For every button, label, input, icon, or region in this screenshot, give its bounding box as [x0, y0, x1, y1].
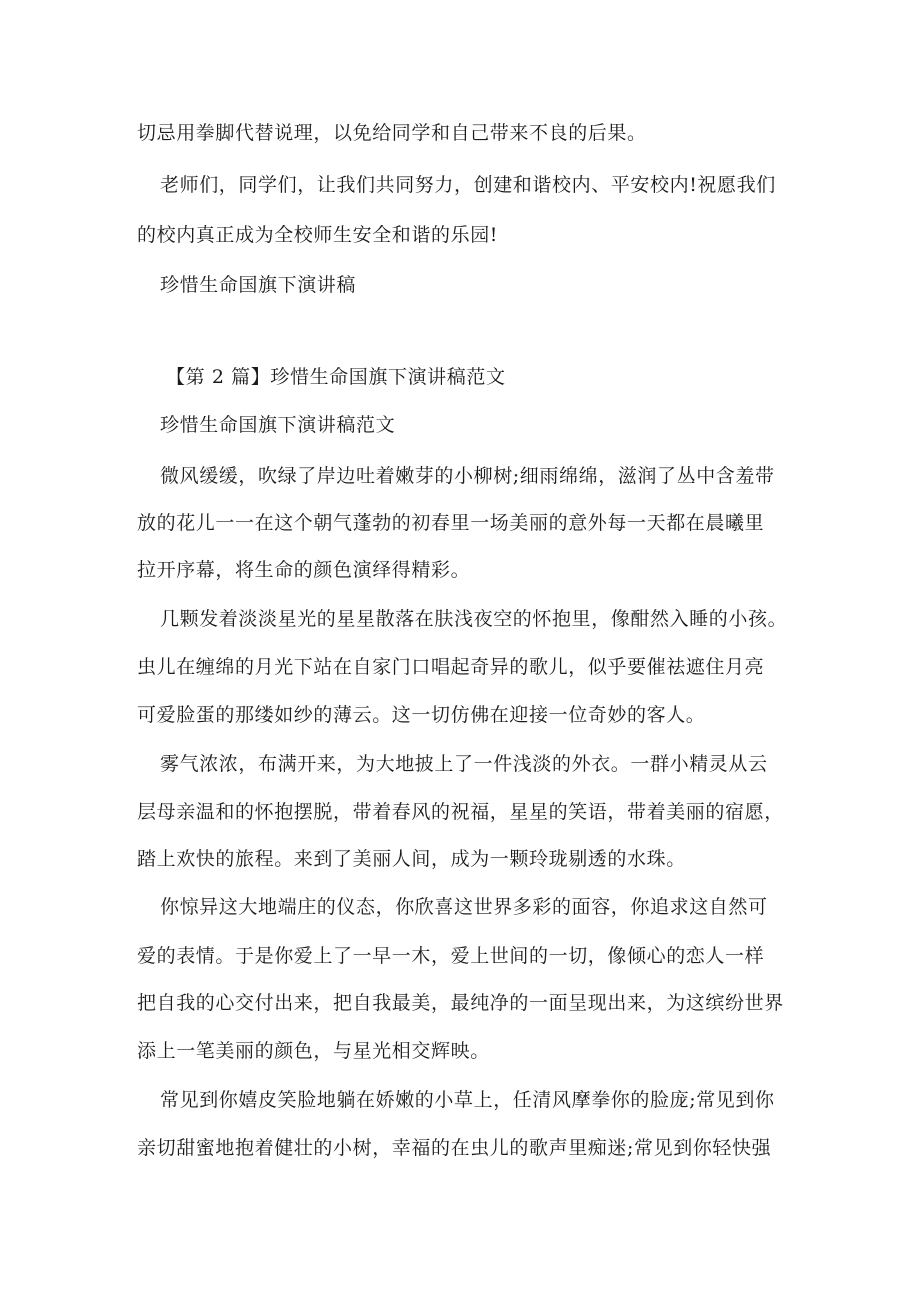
paragraph-line: 把自我的心交付出来，把自我最美，最纯净的一面呈现出来，为这缤纷世界 — [137, 992, 784, 1014]
paragraph-line: 添上一笔美丽的颜色，与星光相交辉映。 — [137, 1040, 490, 1062]
paragraph-line: 亲切甜蜜地抱着健壮的小树，幸福的在虫儿的歌声里痴迷;常见到你轻快强 — [137, 1137, 772, 1159]
paragraph-line: 层母亲温和的怀抱摆脱，带着春风的祝福，星星的笑语，带着美丽的宿愿， — [137, 801, 784, 823]
section-subtitle: 珍惜生命国旗下演讲稿范文 — [160, 414, 396, 436]
paragraph-line: 虫儿在缠绵的月光下站在自家门口唱起奇异的歌儿，似乎要催祛遮住月亮 — [137, 656, 765, 678]
paragraph-line: 的校内真正成为全校师生安全和谐的乐园! — [137, 224, 499, 246]
paragraph-line: 雾气浓浓，布满开来，为大地披上了一件浅淡的外衣。一群小精灵从云 — [160, 753, 768, 775]
paragraph-line: 可爱脸蛋的那缕如纱的薄云。这一切仿佛在迎接一位奇妙的客人。 — [137, 704, 706, 726]
section-subtitle: 珍惜生命国旗下演讲稿 — [160, 274, 357, 296]
paragraph-line: 几颗发着淡淡星光的星星散落在肤浅夜空的怀抱里，像酣然入睡的小孩。 — [160, 608, 788, 630]
paragraph-line: 切忌用拳脚代替说理，以免给同学和自己带来不良的后果。 — [137, 122, 647, 144]
paragraph-line: 微风缓缓，吹绿了岸边吐着嫩芽的小柳树;细雨绵绵，滋润了丛中含羞带 — [160, 465, 775, 487]
section-heading: 【第 2 篇】珍惜生命国旗下演讲稿范文 — [166, 366, 506, 388]
paragraph-line: 老师们，同学们，让我们共同努力，创建和谐校内、平安校内!祝愿我们 — [160, 174, 776, 196]
paragraph-line: 拉开序幕，将生命的颜色演绎得精彩。 — [137, 559, 471, 581]
paragraph-line: 爱的表情。于是你爱上了一早一木，爱上世间的一切，像倾心的恋人一样 — [137, 945, 765, 967]
paragraph-line: 常见到你嬉皮笑脸地躺在娇嫩的小草上，任清风摩拳你的脸庞;常见到你 — [160, 1089, 775, 1111]
paragraph-line: 踏上欢快的旅程。来到了美丽人间，成为一颗玲珑剔透的水珠。 — [137, 848, 686, 870]
paragraph-line: 放的花儿一一在这个朝气蓬勃的初春里一场美丽的意外每一天都在晨曦里 — [137, 512, 765, 534]
paragraph-line: 你惊异这大地端庄的仪态，你欣喜这世界多彩的面容，你追求这自然可 — [160, 896, 768, 918]
